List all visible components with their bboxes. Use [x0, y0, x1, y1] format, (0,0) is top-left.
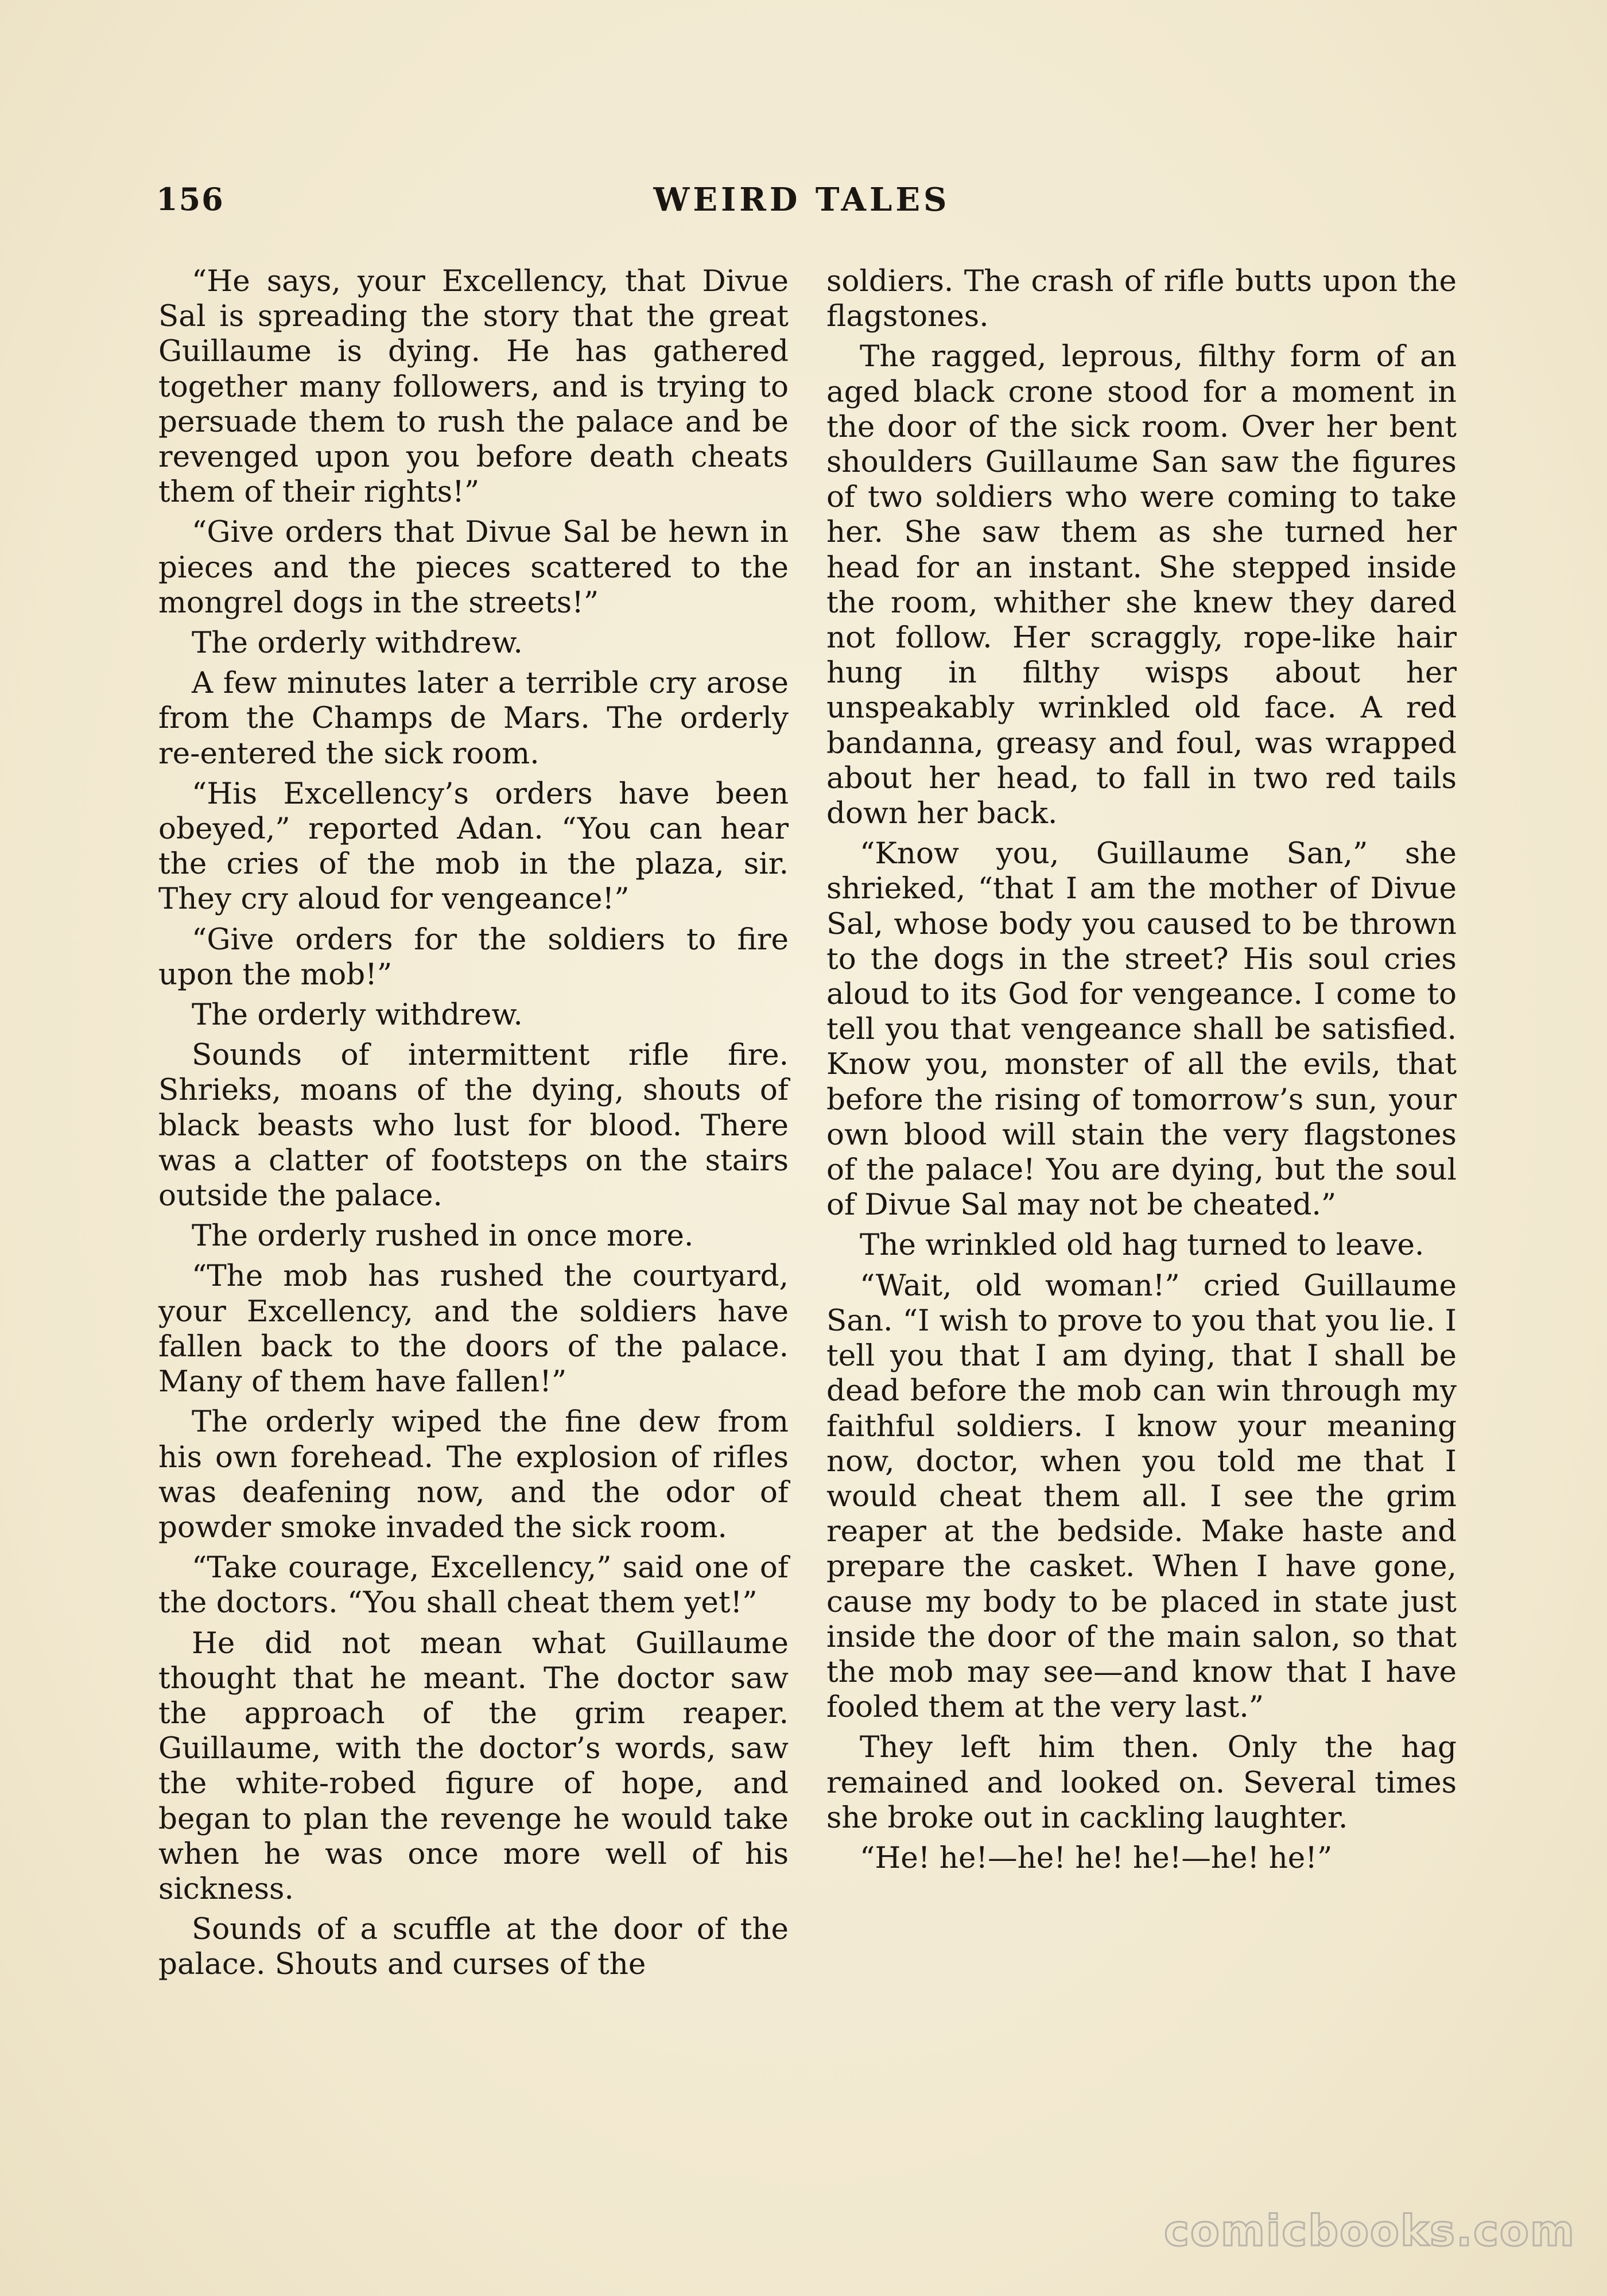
- paragraph-continued: soldiers. The crash of rifle butts upon the flagstones.: [826, 264, 1457, 334]
- paragraph: Sounds of intermittent rifle fire. Shrieks, moans of the dying, shouts of black beasts who lust for blood. There was a clatter of footsteps on the stairs outside the palace.: [158, 1038, 789, 1213]
- paragraph: “Take courage, Excellency,” said one of the doctors. “You shall cheat them yet!”: [158, 1550, 789, 1620]
- paragraph: The orderly wiped the fine dew from his own forehead. The explosion of rifles was deafening now, and the odor of powder smoke invaded the sick room.: [158, 1405, 789, 1545]
- page-number: 156: [156, 181, 224, 218]
- page-header: [156, 181, 1447, 227]
- paragraph: “Give orders that Divue Sal be hewn in pieces and the pieces scattered to the mongrel dogs in the streets!”: [158, 515, 789, 620]
- watermark: comicbooks.com: [1164, 2206, 1575, 2256]
- right-column: [826, 264, 1457, 1881]
- left-column: [158, 264, 789, 1988]
- paragraph: “Give orders for the soldiers to fire upon the mob!”: [158, 922, 789, 992]
- paragraph: “Wait, old woman!” cried Guillaume San. “I wish to prove to you that you lie. I tell you that I am dying, that I shall be dead before the mob can win through my faithful soldiers. I know your meaning now, doctor, when you told me that I would cheat them all. I see the grim reaper at the bedside. Make haste and prepare the casket. When I have gone, cause my body to be placed in state just inside the door of the main salon, so that the mob may see—and know that I have fooled them at the very last.”: [826, 1268, 1457, 1725]
- paragraph: The orderly withdrew.: [192, 998, 523, 1033]
- paragraph: “He says, your Excellency, that Divue Sal is spreading the story that the great Guillaume is dying. He has gathered together many followers, and is trying to persuade them to rush the palace and be revenged upon you before death cheats them of their rights!”: [158, 264, 789, 510]
- paragraph: “Know you, Guillaume San,” she shrieked, “that I am the mother of Divue Sal, whose body you caused to be thrown to the dogs in the street? His soul cries aloud to its God for vengeance. I come to tell you that vengeance shall be satisfied. Know you, monster of all the evils, that before the rising of tomorrow’s sun, your own blood will stain the very flagstones of the palace! You are dying, but the soul of Divue Sal may not be cheated.”: [826, 836, 1457, 1223]
- paragraph: “He! he!—he! he! he!—he! he!”: [860, 1840, 1333, 1875]
- running-title: WEIRD TALES: [653, 181, 950, 219]
- paragraph: A few minutes later a terrible cry arose from the Champs de Mars. The orderly re-entered the sick room.: [158, 666, 789, 771]
- paragraph: The wrinkled old hag turned to leave.: [860, 1228, 1424, 1263]
- paragraph: The orderly rushed in once more.: [192, 1219, 694, 1254]
- paragraph: The orderly withdrew.: [192, 626, 523, 661]
- paragraph: “His Excellency’s orders have been obeyed,” reported Adan. “You can hear the cries of the mob in the plaza, sir. They cry aloud for vengeance!”: [158, 776, 789, 917]
- paragraph: Sounds of a scuffle at the door of the palace. Shouts and curses of the: [158, 1912, 789, 1982]
- paragraph: The ragged, leprous, filthy form of an aged black crone stood for a moment in the door of the sick room. Over her bent shoulders Guillaume San saw the figures of two soldiers who were coming to take her. She saw them as she turned her head for an instant. She stepped inside the room, whither she knew they dared not follow. Her scraggly, rope-like hair hung in filthy wisps about her unspeakably wrinkled old face. A red bandanna, greasy and foul, was wrapped about her head, to fall in two red tails down her back.: [826, 339, 1457, 831]
- paragraph: They left him then. Only the hag remained and looked on. Several times she broke out in cackling laughter.: [826, 1730, 1457, 1835]
- paragraph: He did not mean what Guillaume thought that he meant. The doctor saw the approach of the grim reaper. Guillaume, with the doctor’s words, saw the white-robed figure of hope, and began to plan the revenge he would take when he was once more well of his sickness.: [158, 1626, 789, 1906]
- paragraph: “The mob has rushed the courtyard, your Excellency, and the soldiers have fallen back to the doors of the palace. Many of them have fallen!”: [158, 1259, 789, 1399]
